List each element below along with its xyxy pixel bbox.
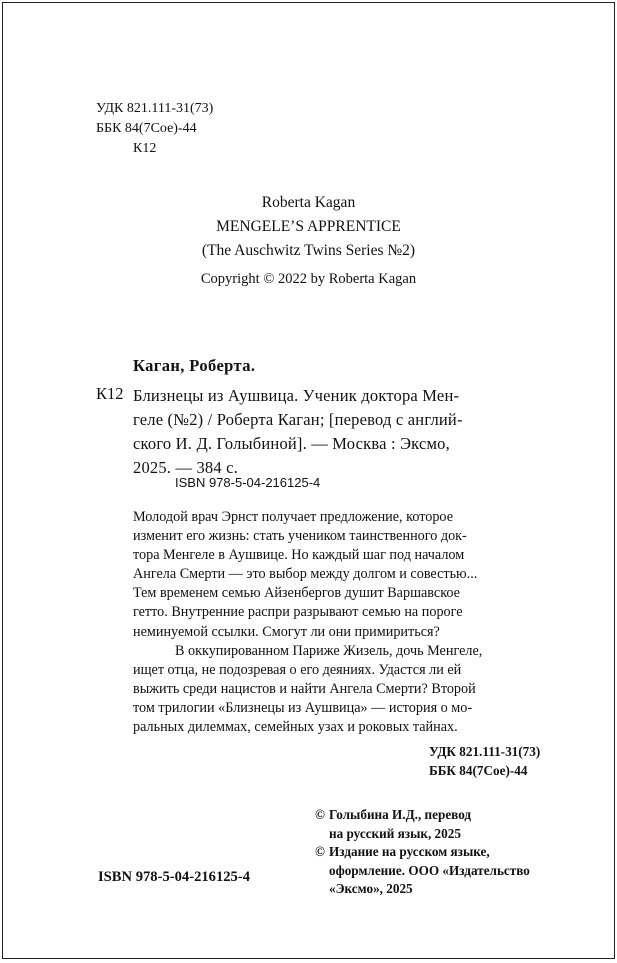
classification-codes (96, 99, 213, 159)
original-author: Roberta Kagan (261, 194, 356, 211)
original-copyright: Copyright © 2022 by Roberta Kagan (200, 271, 417, 287)
annotation-line: изменит его жизнь: стать учеником таинственного док- (133, 528, 467, 545)
copyright-line: «Эксмо», 2025 (329, 881, 413, 897)
catalog-author-mark: К12 (96, 384, 124, 403)
original-title: MENGELE’S APPRENTICE (216, 218, 401, 235)
annotation-line: В оккупированном Париже Жизель, дочь Менгеле, (175, 642, 483, 659)
annotation-paragraph-2 (133, 642, 557, 737)
copyright-line: на русский язык, 2025 (329, 825, 461, 841)
udk-code: УДК 821.111-31(73) (96, 101, 214, 116)
description-line: геле (№2) / Роберта Каган; [перевод с англий- (133, 410, 463, 429)
annotation-paragraph-1 (133, 508, 557, 642)
annotation-line: неминуемой ссылки. Смогут ли они примириться? (133, 623, 440, 640)
copyright-line: оформление. ООО «Издательство (329, 862, 530, 878)
catalog-isbn: ISBN 978-5-04-216125-4 (175, 475, 321, 490)
imprint-page (2, 2, 615, 959)
annotation-line: выжить среди нацистов и найти Ангела Смерти? Второй (133, 680, 476, 697)
annotation-line: ральных дилеммах, семейных узах и роковых тайнах. (133, 719, 458, 736)
catalog-description (133, 384, 557, 480)
bbk-code: ББК 84(7Сое)-44 (96, 121, 197, 136)
bottom-bbk-code: ББК 84(7Сое)-44 (429, 763, 528, 778)
copyright-symbol: © (315, 844, 325, 860)
copyright-symbol: © (315, 807, 325, 822)
annotation-line: Тем временем семью Айзенбергов душит Варшавское (133, 585, 460, 602)
original-series: (The Auschwitz Twins Series №2) (201, 242, 416, 259)
copyright-line: Издание на русском языке, (329, 844, 490, 860)
author-mark: К12 (133, 141, 157, 156)
annotation-line: Ангела Смерти — это выбор между долгом и совестью... (133, 566, 478, 583)
annotation-line: тора Менгеле в Аушвице. Но каждый шаг под началом (133, 547, 465, 564)
description-line: 2025. — 384 с. (133, 458, 238, 477)
annotation-line: ищет отца, не подозревая о его деяниях. Удастся ли ей (133, 661, 462, 678)
description-line: ского И. Д. Голыбиной]. — Москва : Эксмо, (133, 434, 450, 453)
annotation (133, 508, 557, 737)
copyright-notices (315, 806, 530, 899)
description-line: Близнецы из Аушвица. Ученик доктора Мен- (133, 386, 460, 405)
annotation-line: том трилогии «Близнецы из Аушвица» — история о мо- (133, 699, 473, 716)
catalog-author-heading: Каган, Роберта. (133, 356, 256, 375)
edition-copyright (315, 843, 530, 899)
translation-copyright (315, 806, 530, 843)
annotation-line: Молодой врач Эрнст получает предложение, которое (133, 509, 453, 525)
annotation-line: гетто. Внутренние распри разрывают семью на пороге (133, 604, 463, 621)
copyright-line: Голыбина И.Д., перевод (329, 807, 472, 822)
original-edition-info (3, 191, 614, 291)
bottom-udk-code: УДК 821.111-31(73) (429, 744, 541, 759)
bottom-classification-codes (429, 742, 540, 780)
bottom-isbn: ISBN 978-5-04-216125-4 (98, 869, 251, 885)
